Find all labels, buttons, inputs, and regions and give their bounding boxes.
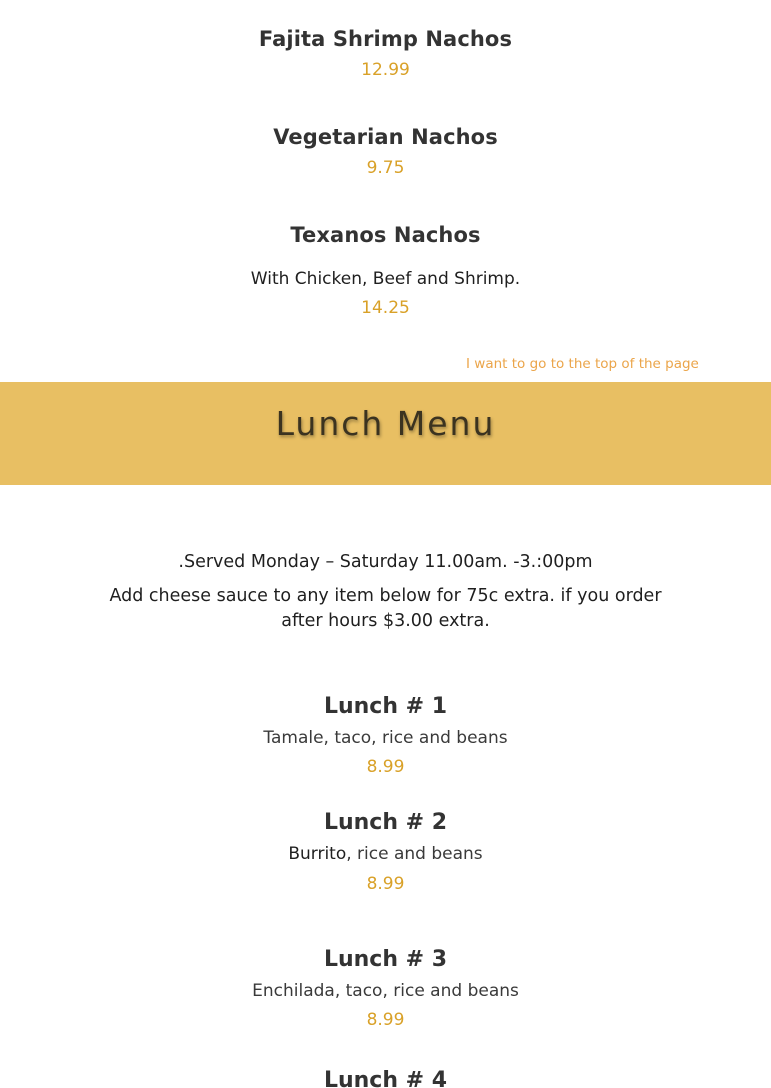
lunch-item-description-lead: Burrito: [288, 844, 347, 864]
lunch-item-description: Tamale, taco, rice and beans: [263, 728, 508, 748]
lunch-item-price: 8.99: [366, 757, 405, 777]
menu-item-name: Texanos Nachos: [290, 223, 481, 247]
lunch-item-description: Enchilada, taco, rice and beans: [252, 981, 519, 1001]
lunch-item-name: Lunch # 4: [323, 1068, 448, 1088]
menu-item-name: Fajita Shrimp Nachos: [258, 27, 513, 51]
lunch-item-description-rest: , rice and beans: [346, 844, 483, 864]
menu-item-price: 9.75: [366, 158, 405, 178]
section-title: Lunch Menu: [275, 404, 496, 443]
lunch-item-name: Lunch # 1: [323, 694, 448, 719]
lunch-item-description: [0, 844, 771, 864]
lunch-item-name: Lunch # 3: [323, 947, 448, 972]
section-banner: [0, 382, 771, 485]
menu-item-price: 12.99: [361, 60, 410, 80]
cheese-sauce-note: Add cheese sauce to any item below for 75c extra. if you order after hours $3.00 extra.: [109, 586, 662, 631]
lunch-item-name: Lunch # 2: [323, 810, 448, 835]
menu-item-description: With Chicken, Beef and Shrimp.: [250, 269, 521, 289]
lunch-item-price: 8.99: [366, 1010, 405, 1030]
lunch-item-price: 8.99: [366, 874, 405, 894]
menu-item-price: 14.25: [361, 298, 410, 318]
back-to-top-link[interactable]: I want to go to the top of the page: [466, 356, 699, 372]
served-hours-text: .Served Monday – Saturday 11.00am. -3.:00pm: [178, 552, 593, 572]
menu-item-name: Vegetarian Nachos: [273, 125, 498, 149]
